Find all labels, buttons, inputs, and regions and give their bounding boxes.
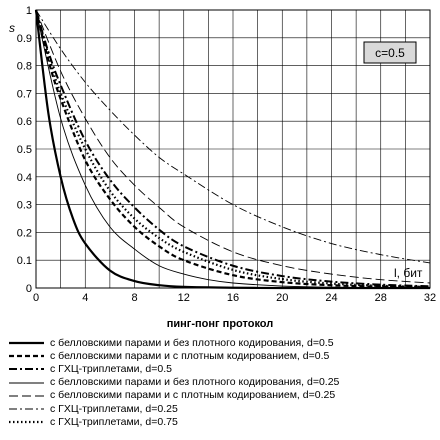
legend-label: с белловскими парами и без плотного кодирования, d=0.5 [50,336,334,349]
y-tick-label: 0.7 [16,88,32,101]
y-axis-label: s [9,21,15,35]
x-tick-label: 28 [374,292,387,304]
legend-label: с ГХЦ-триплетами, d=0.25 [50,402,178,415]
x-tick-label: 0 [32,292,40,304]
x-axis-label: l, бит [394,266,423,280]
x-tick-label: 12 [177,292,190,304]
legend-item [8,362,438,375]
legend-label: с белловскими парами и без плотного кодирования, d=0.25 [50,376,340,389]
legend-item [8,415,438,428]
x-tick-label: 24 [325,292,338,304]
legend-item [8,389,438,402]
legend-item [8,336,438,349]
y-tick-label: 0.4 [16,171,32,184]
legend-label: с белловскими парами и с плотным кодированием, d=0.5 [50,349,330,362]
legend-label: с белловскими парами и с плотным кодированием, d=0.25 [50,389,336,402]
legend-item [8,349,438,362]
y-tick-label: 0.6 [16,116,32,129]
legend-swatch [8,336,46,349]
y-tick-label: 0.8 [16,60,32,73]
legend-swatch [8,389,46,402]
y-tick-label: 0.1 [16,255,32,268]
chart-caption: пинг-понг протокол [166,318,274,330]
legend-item [8,376,438,389]
y-tick-label: 0.2 [16,227,32,240]
legend-swatch [8,415,46,428]
y-tick-label: 0 [25,283,32,295]
legend-label: с ГХЦ-триплетами, d=0.75 [50,415,178,428]
legend-swatch [8,362,46,375]
legend-label: с ГХЦ-триплетами, d=0.5 [50,362,172,375]
y-tick-label: 0.9 [16,32,32,45]
y-tick-label: 1 [25,5,32,17]
legend-swatch [8,402,46,415]
legend-swatch [8,349,46,362]
y-tick-label: 0.3 [16,199,32,212]
x-tick-label: 32 [423,292,437,304]
x-tick-label: 8 [131,292,138,304]
y-tick-label: 0.5 [16,144,32,156]
legend-swatch [8,376,46,389]
annotation-text: c=0.5 [375,46,405,60]
annotation-box [364,42,416,63]
x-tick-label: 4 [82,292,89,304]
x-tick-label: 20 [276,292,289,304]
x-tick-label: 16 [226,292,240,304]
legend-item [8,402,438,415]
legend [8,336,438,428]
